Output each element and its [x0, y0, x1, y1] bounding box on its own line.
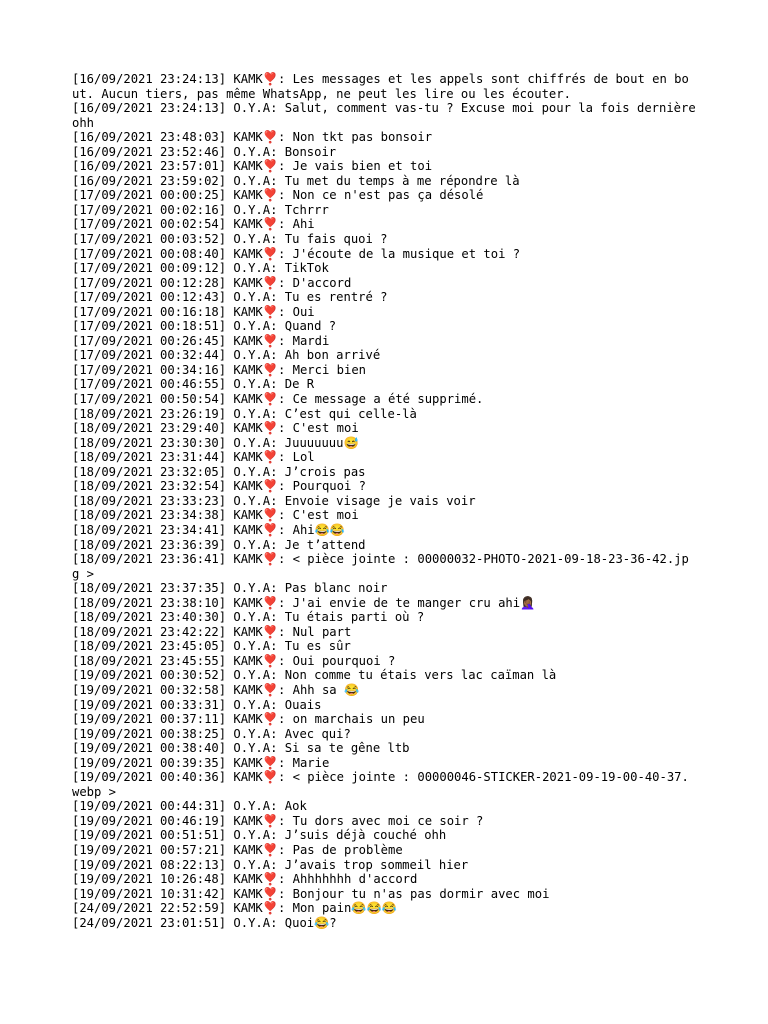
message-line: [19/09/2021 00:38:25] O.Y.A: Avec qui?: [72, 726, 351, 741]
message-line: [17/09/2021 00:16:18] KAMK❣️: Oui: [72, 304, 315, 319]
message-line: [18/09/2021 23:31:44] KAMK❣️: Lol: [72, 450, 315, 465]
message-line: [24/09/2021 22:52:59] KAMK❣️: Mon pain😂😂😂: [72, 901, 397, 916]
message-line: [19/09/2021 10:31:42] KAMK❣️: Bonjour tu n'as pas dormir avec moi: [72, 886, 550, 901]
message-line: [24/09/2021 23:01:51] O.Y.A: Quoi😂?: [72, 915, 337, 930]
message-line: [18/09/2021 23:33:23] O.Y.A: Envoie visage je vais voir: [72, 493, 476, 508]
message-line: [16/09/2021 23:57:01] KAMK❣️: Je vais bien et toi: [72, 159, 433, 174]
message-line: [17/09/2021 00:03:52] O.Y.A: Tu fais quoi ?: [72, 232, 388, 247]
message-line: [19/09/2021 08:22:13] O.Y.A: J’avais trop sommeil hier: [72, 857, 469, 872]
message-line: [19/09/2021 00:38:40] O.Y.A: Si sa te gêne ltb: [72, 741, 410, 756]
message-line: [17/09/2021 00:02:16] O.Y.A: Tchrrr: [72, 202, 329, 217]
message-line: [19/09/2021 00:32:58] KAMK❣️: Ahh sa 😂: [72, 682, 360, 697]
message-line: [17/09/2021 00:18:51] O.Y.A: Quand ?: [72, 319, 337, 334]
message-line: [19/09/2021 00:46:19] KAMK❣️: Tu dors avec moi ce soir ?: [72, 813, 484, 828]
message-line: [16/09/2021 23:59:02] O.Y.A: Tu met du temps à me répondre là: [72, 173, 520, 188]
message-line: [17/09/2021 00:00:25] KAMK❣️: Non ce n'est pas ça désolé: [72, 188, 484, 203]
message-line: [17/09/2021 00:12:28] KAMK❣️: D'accord: [72, 275, 352, 290]
message-line: [18/09/2021 23:29:40] KAMK❣️: C'est moi: [72, 421, 359, 436]
message-line: [19/09/2021 00:33:31] O.Y.A: Ouais: [72, 697, 322, 712]
message-line: [17/09/2021 00:02:54] KAMK❣️: Ahi: [72, 217, 315, 232]
message-line: [18/09/2021 23:32:54] KAMK❣️: Pourquoi ?: [72, 479, 366, 494]
message-line: [17/09/2021 00:26:45] KAMK❣️: Mardi: [72, 333, 330, 348]
message-line: [16/09/2021 23:52:46] O.Y.A: Bonsoir: [72, 144, 337, 159]
message-line: [17/09/2021 00:34:16] KAMK❣️: Merci bien: [72, 362, 366, 377]
message-line: [17/09/2021 00:50:54] KAMK❣️: Ce message a été supprimé.: [72, 392, 484, 407]
message-line: [19/09/2021 00:39:35] KAMK❣️: Marie: [72, 755, 330, 770]
message-line: [17/09/2021 00:46:55] O.Y.A: De R: [72, 377, 315, 392]
message-line: [16/09/2021 23:48:03] KAMK❣️: Non tkt pas bonsoir: [72, 130, 433, 145]
message-line: [19/09/2021 00:40:36] KAMK❣️: < pièce jointe : 00000046-STICKER-2021-09-19-00-40-37.webp >: [72, 770, 689, 799]
message-line: [17/09/2021 00:09:12] O.Y.A: TikTok: [72, 261, 329, 276]
message-line: [17/09/2021 00:08:40] KAMK❣️: J'écoute de la musique et toi ?: [72, 246, 521, 261]
message-line: [18/09/2021 23:45:55] KAMK❣️: Oui pourquoi ?: [72, 653, 396, 668]
message-line: [19/09/2021 00:57:21] KAMK❣️: Pas de problème: [72, 842, 403, 857]
message-line: [19/09/2021 00:37:11] KAMK❣️: on marchais un peu: [72, 712, 425, 727]
message-line: [19/09/2021 00:51:51] O.Y.A: J’suis déjà couché ohh: [72, 828, 447, 843]
message-line: [16/09/2021 23:24:13] O.Y.A: Salut, comment vas-tu ? Excuse moi pour la fois dernière ohh: [72, 101, 704, 130]
message-line: [19/09/2021 10:26:48] KAMK❣️: Ahhhhhhh d'accord: [72, 872, 418, 887]
message-line: [19/09/2021 00:44:31] O.Y.A: Aok: [72, 799, 307, 814]
message-line: [18/09/2021 23:38:10] KAMK❣️: J'ai envie de te manger cru ahi🤦🏾‍♀️: [72, 595, 536, 610]
message-line: [18/09/2021 23:45:05] O.Y.A: Tu es sûr: [72, 639, 351, 654]
message-line: [18/09/2021 23:32:05] O.Y.A: J’crois pas: [72, 464, 366, 479]
message-line: [18/09/2021 23:40:30] O.Y.A: Tu étais parti où ?: [72, 610, 425, 625]
message-line: [18/09/2021 23:30:30] O.Y.A: Juuuuuuu😅: [72, 435, 359, 450]
message-line: [17/09/2021 00:32:44] O.Y.A: Ah bon arrivé: [72, 348, 381, 363]
message-line: [18/09/2021 23:26:19] O.Y.A: C’est qui celle-là: [72, 406, 417, 421]
message-line: [17/09/2021 00:12:43] O.Y.A: Tu es rentré ?: [72, 290, 388, 305]
message-line: [18/09/2021 23:34:41] KAMK❣️: Ahi😂😂: [72, 522, 345, 537]
message-line: [18/09/2021 23:36:39] O.Y.A: Je t’attend: [72, 537, 366, 552]
message-line: [19/09/2021 00:30:52] O.Y.A: Non comme tu étais vers lac caïman là: [72, 668, 557, 683]
message-line: [18/09/2021 23:34:38] KAMK❣️: C'est moi: [72, 508, 359, 523]
chat-transcript: [72, 72, 704, 930]
message-line: [18/09/2021 23:42:22] KAMK❣️: Nul part: [72, 624, 352, 639]
message-line: [18/09/2021 23:37:35] O.Y.A: Pas blanc noir: [72, 581, 388, 596]
message-line: [16/09/2021 23:24:13] KAMK❣️: Les messages et les appels sont chiffrés de bout en bout. Aucun tiers, pas même WhatsApp, ne peut les lire ou les écouter.: [72, 72, 689, 101]
message-line: [18/09/2021 23:36:41] KAMK❣️: < pièce jointe : 00000032-PHOTO-2021-09-18-23-36-42.jpg >: [72, 552, 689, 581]
